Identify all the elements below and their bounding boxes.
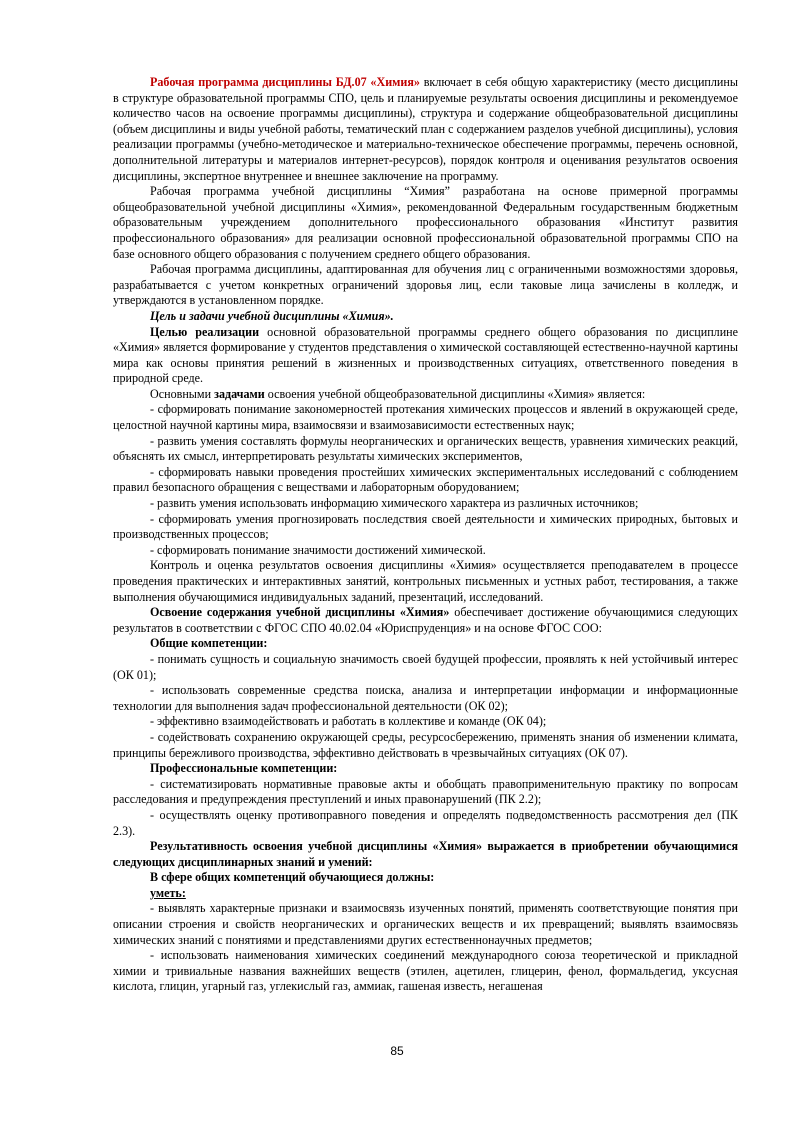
task-item: - сформировать навыки проведения простейших химических экспериментальных исследований с соблюдением правил безопасного обращения с веществами и лабораторным оборудованием; bbox=[113, 464, 738, 495]
can-heading: уметь: bbox=[150, 885, 186, 900]
tasks-intro-pre: Основными bbox=[150, 386, 215, 401]
skill-item: - выявлять характерные признаки и взаимосвязь изученных понятий, применять соответствующие понятия при описании строения и свойств неорганических и органических веществ и их превращений; выявлять взаимосвязь химических знаний с понятиями и представлениями других естественнонаучных предметов; bbox=[113, 901, 738, 947]
general-competency-item: - эффективно взаимодействовать и работать в коллективе и команде (ОК 04); bbox=[150, 714, 547, 729]
task-item: - сформировать умения прогнозировать последствия своей деятельности и химических природных, бытовых и производственных процессов; bbox=[113, 511, 738, 542]
tasks-label: задачами bbox=[214, 386, 265, 401]
results-heading: Результативность освоения учебной дисциплины «Химия» выражается в приобретении обучающимися следующих дисциплинарных знаний и умений: bbox=[113, 839, 738, 869]
basis-paragraph: Рабочая программа учебной дисциплины “Химия” разработана на основе примерной программы общеобразовательной учебной дисциплины «Химия», рекомендованной Федеральным государственным бюджетным образовательным учреждением дополнительного профессионального образования «Институт развития профессионального образования» для реализации основной профессиональной образовательной программы СПО на базе основного общего образования с получением среднего общего образования. bbox=[113, 184, 738, 261]
general-competency-item: - содействовать сохранению окружающей среды, ресурсосбережению, применять знания об изменении климата, принципы бережливого производства, эффективно действовать в чрезвычайных ситуациях (ОК 07). bbox=[113, 729, 738, 760]
adaptation-paragraph: Рабочая программа дисциплины, адаптированная для обучения лиц с ограниченными возможностями здоровья, разрабатывается с учетом конкретных ограничений здоровья лиц, если таковые лица зачислены в колледж, и утверждаются в установленном порядке. bbox=[113, 262, 738, 308]
tasks-intro bbox=[113, 387, 738, 403]
task-item: - развить умения составлять формулы неорганических и органических веществ, уравнения химических реакций, объяснять их смысл, интерпретировать результаты химических экспериментов, bbox=[113, 433, 738, 464]
skill-item: - использовать наименования химических соединений международного союза теоретической и прикладной химии и тривиальные названия важнейших веществ (этилен, ацетилен, глицерин, фенол, формальдегид, уксусная кислота, глицин, угарный газ, углекислый газ, аммиак, гашеная известь, негашеная bbox=[113, 948, 738, 994]
general-competency-item: - использовать современные средства поиска, анализа и интерпретации информации и информационные технологии для выполнения задач профессиональной деятельности (ОК 02); bbox=[113, 683, 738, 713]
task-item: - сформировать понимание значимости достижений химической. bbox=[150, 542, 486, 557]
task-item: - сформировать понимание закономерностей протекания химических процессов и явлений в окружающей среде, целостной научной картины мира, взаимосвязи и взаимозависимости естественных наук; bbox=[113, 402, 738, 433]
can-heading-line bbox=[113, 886, 738, 902]
professional-competency-item: - осуществлять оценку противоправного поведения и определять подведомственность рассмотрения дел (ПК 2.3). bbox=[113, 807, 738, 838]
professional-competencies-heading: Профессиональные компетенции: bbox=[150, 761, 338, 776]
mastery-label: Освоение содержания учебной дисциплины «Химия» bbox=[150, 605, 450, 620]
page-number: 85 bbox=[390, 1044, 404, 1058]
goal-text: основной образовательной программы среднего общего образования по дисциплине «Химия» является формирование у студентов представления о химической составляющей естественно-научной картины мира как основы принятия решений в жизненных и производственных ситуациях, ответственного поведения в природной среде. bbox=[113, 324, 739, 386]
goals-heading: Цель и задачи учебной дисциплины «Химия». bbox=[150, 308, 394, 323]
professional-competency-item: - систематизировать нормативные правовые акты и обобщать правоприменительную практику по вопросам расследования и предупреждения преступлений и иных правонарушений (ПК 2.2); bbox=[113, 776, 738, 807]
intro-paragraph bbox=[113, 75, 738, 184]
mastery-paragraph bbox=[113, 605, 738, 636]
goal-paragraph bbox=[113, 325, 738, 387]
mastery-text: обеспечивает достижение обучающимися следующих результатов в соответствии с ФГОС СПО 40.02.04 «Юриспруденция» и на основе ФГОС СОО: bbox=[113, 605, 738, 635]
document-page bbox=[113, 75, 738, 995]
sphere-heading: В сфере общих компетенций обучающиеся должны: bbox=[150, 870, 435, 885]
program-title-highlight: Рабочая программа дисциплины БД.07 «Химия» bbox=[150, 75, 420, 89]
intro-text: включает в себя общую характеристику (место дисциплины в структуре образовательной программы СПО, цель и планируемые результаты освоения дисциплины и рекомендуемое количество часов на освоение программы дисциплины), структура и содержание общеобразовательной дисциплины (объем дисциплины и виды учебной работы, тематический план с содержанием разделов учебной дисциплины), условия реализации программы (учебно-методическое и материально-техническое обеспечение программы, перечень основной, дополнительной литературы и материалов интернет-ресурсов), порядок контроля и оценивания результатов освоения дисциплины, экспертное внутреннее и внешнее заключение на программу. bbox=[113, 75, 738, 183]
tasks-intro-post: освоения учебной общеобразовательной дисциплины «Химия» является: bbox=[264, 386, 646, 401]
general-competency-item: - понимать сущность и социальную значимость своей будущей профессии, проявлять к ней устойчивый интерес (ОК 01); bbox=[113, 651, 738, 682]
control-paragraph: Контроль и оценка результатов освоения дисциплины «Химия» осуществляется преподавателем в процессе проведения практических и интерактивных занятий, контрольных письменных и устных работ, тестирования, а также выполнения обучающимися индивидуальных заданий, презентаций, исследований. bbox=[113, 558, 738, 604]
goal-label: Целью реализации bbox=[150, 324, 260, 339]
task-item: - развить умения использовать информацию химического характера из различных источников; bbox=[150, 496, 639, 511]
general-competencies-heading: Общие компетенции: bbox=[150, 636, 268, 651]
